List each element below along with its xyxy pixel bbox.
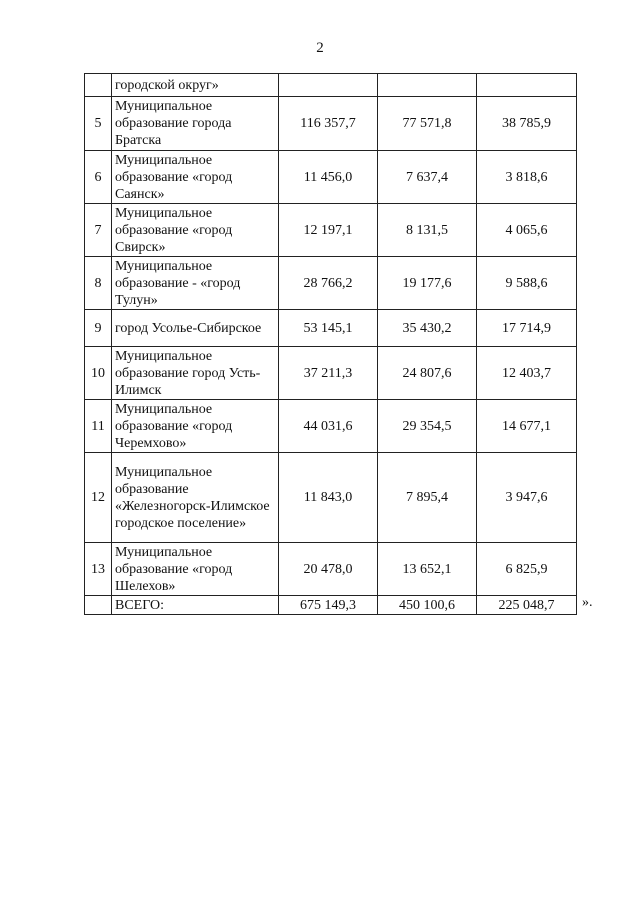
table-row [85,400,577,453]
second-share-cell: 4 065,6 [477,204,577,257]
first-share-cell [378,74,477,97]
row-number-cell: 13 [85,543,112,596]
second-share-cell: 6 825,9 [477,543,577,596]
municipality-name-cell: Муниципальное образование - «город Тулун» [112,257,279,310]
row-number-cell: 8 [85,257,112,310]
table-row [85,543,577,596]
second-share-cell: 225 048,7 [477,596,577,615]
total-amount-cell: 37 211,3 [279,347,378,400]
total-amount-cell: 11 843,0 [279,453,378,543]
municipality-name-cell: Муниципальное образование «город Саянск» [112,151,279,204]
municipality-name-cell: город Усолье-Сибирское [112,310,279,347]
municipality-name-cell: Муниципальное образование «город Черемхово» [112,400,279,453]
first-share-cell: 24 807,6 [378,347,477,400]
allocation-table [84,73,577,615]
table-row [85,347,577,400]
municipality-name-cell: Муниципальное образование «город Свирск» [112,204,279,257]
total-amount-cell: 28 766,2 [279,257,378,310]
municipality-name-cell: Муниципальное образование «город Шелехов» [112,543,279,596]
total-amount-cell: 20 478,0 [279,543,378,596]
table-row [85,204,577,257]
table-row-total [85,596,577,615]
total-amount-cell [279,74,378,97]
table-row [85,453,577,543]
row-number-cell: 5 [85,97,112,151]
first-share-cell: 35 430,2 [378,310,477,347]
total-amount-cell: 116 357,7 [279,97,378,151]
second-share-cell: 3 947,6 [477,453,577,543]
first-share-cell: 19 177,6 [378,257,477,310]
municipality-name-cell: городской округ» [112,74,279,97]
second-share-cell: 14 677,1 [477,400,577,453]
row-number-cell [85,74,112,97]
row-number-cell: 6 [85,151,112,204]
first-share-cell: 7 895,4 [378,453,477,543]
closing-quote-mark: ». [582,595,593,610]
first-share-cell: 77 571,8 [378,97,477,151]
first-share-cell: 13 652,1 [378,543,477,596]
municipality-name-cell: Муниципальное образование города Братска [112,97,279,151]
municipality-name-cell: Муниципальное образование город Усть-Илимск [112,347,279,400]
second-share-cell: 12 403,7 [477,347,577,400]
row-number-cell: 11 [85,400,112,453]
second-share-cell: 9 588,6 [477,257,577,310]
second-share-cell [477,74,577,97]
second-share-cell: 17 714,9 [477,310,577,347]
municipality-name-cell: Муниципальное образование «Железногорск-Илимское городское поселение» [112,453,279,543]
table-row [85,97,577,151]
first-share-cell: 8 131,5 [378,204,477,257]
table-row [85,151,577,204]
total-amount-cell: 675 149,3 [279,596,378,615]
row-number-cell [85,596,112,615]
second-share-cell: 3 818,6 [477,151,577,204]
total-label-cell: ВСЕГО: [112,596,279,615]
row-number-cell: 9 [85,310,112,347]
table-row-continuation [85,74,577,97]
first-share-cell: 7 637,4 [378,151,477,204]
total-amount-cell: 53 145,1 [279,310,378,347]
row-number-cell: 10 [85,347,112,400]
page-number: 2 [316,40,324,56]
second-share-cell: 38 785,9 [477,97,577,151]
table-row [85,310,577,347]
row-number-cell: 7 [85,204,112,257]
table-row [85,257,577,310]
total-amount-cell: 12 197,1 [279,204,378,257]
row-number-cell: 12 [85,453,112,543]
first-share-cell: 450 100,6 [378,596,477,615]
total-amount-cell: 44 031,6 [279,400,378,453]
first-share-cell: 29 354,5 [378,400,477,453]
total-amount-cell: 11 456,0 [279,151,378,204]
